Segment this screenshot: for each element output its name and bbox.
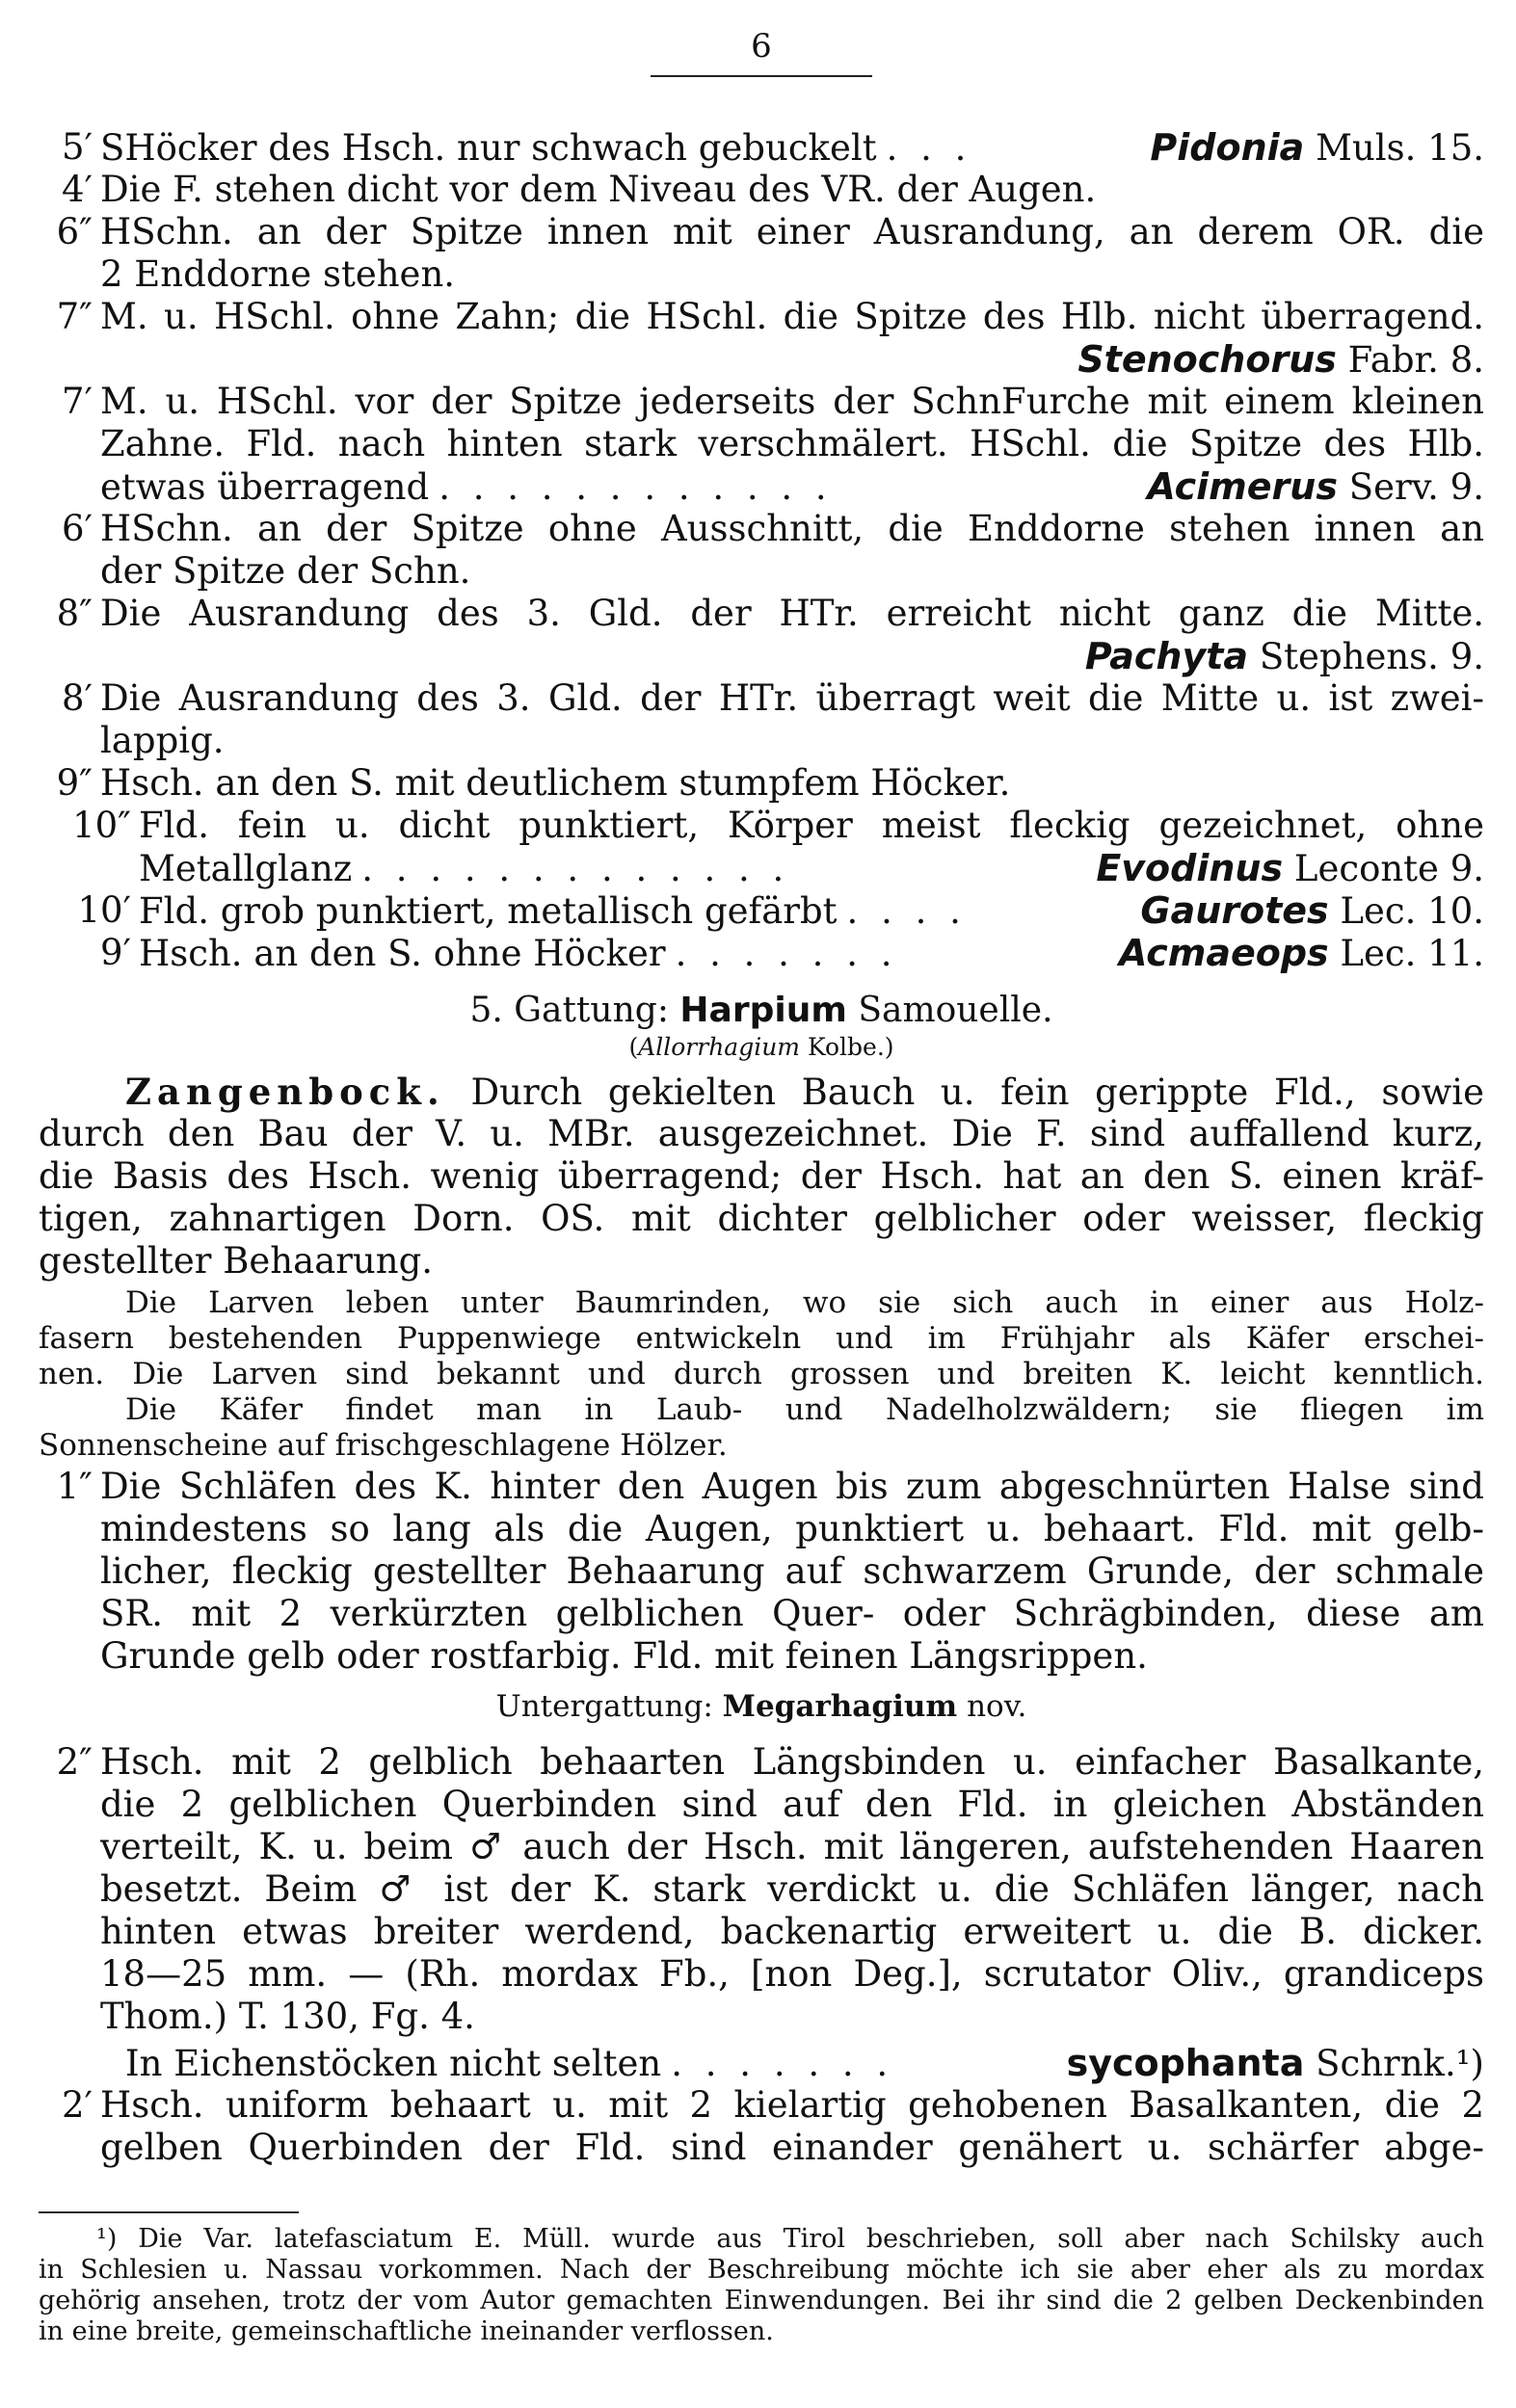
key-line: 10″ Fld. fein u. dicht punktiert, Körper meist fleckig gezeichnet, ohne [72, 805, 1484, 846]
key-line: gelben Querbinden der Fld. sind einander genähert u. schärfer abge- [100, 2127, 1484, 2168]
page: 6 5′ SHöcker des Hsch. nur schwach gebuckelt . . . Pidonia Muls. 15. 4′ Die F. stehen dicht vor dem Niveau des VR. der Augen. 6″ HSchn. an der Spitze innen mit einer Ausrandung, an derem OR. die 2 Enddorne stehen. 7″ M. u. HSchl. ohne Zahn; die HSchl. die Spitze des Hlb. nicht überragend. Stenochorus Fabr. 8. 7′ M. u. HSchl. vor der Spitze jederseits der SchnFurche mit einem kleinen Zahne. Fld. nach hinten stark verschmälert. HSchl. die Spitze des Hlb. etwas überragend . . . . . . . . . . . . Acimerus Serv. 9. 6′ HSchn. an der Spitze ohne Ausschnitt, die Enddorne stehen innen an der Spitze der Schn. 8″ Die Ausrandung des 3. Gld. der HTr. erreicht nicht ganz die Mitte. Pachyta Stephens. 9. 8′ Die Ausrandung des 3. Gld. der HTr. überragt weit die Mitte u. ist zwei- lappig. 9″ Hsch. an den S. mit deutlichem stumpfem Höcker. 10″ Fld. fein u. dicht punktiert, Körper meist fleckig gezeichnet, ohne Metallglanz . . . . . . . . . . . . . Evodinus Leconte 9. 10′ Fld. grob punktiert, metallisch gefärbt . . . . Gaurotes Lec. 10. 9′ Hsch. an den S. ohne Höcker . . . . . . . Acmaeops Lec. 11. 5. Gattung: Harpium Samouelle. (Allorrhagium Kolbe.) Zangenbock. Durch gekielten Bauch u. fein gerippte Fld., sowie durch den Bau der V. u. MBr. ausgezeichnet. Die F. sind auffallend kurz, die Basis des Hsch. wenig überragend; der Hsch. hat an den S. einen kräf- tigen, zahnartigen Dorn. OS. mit dichter gelblicher oder weisser, fleckig gestellter Behaarung. Die Larven leben unter Baumrinden, wo sie sich auch in einer aus Holz- fasern bestehenden Puppenwiege entwickeln und im Frühjahr als Käfer erschei- nen. Die Larven sind bekannt und durch grossen und breiten K. leicht kenntlich. Die Käfer findet man in Laub- und Nadelholzwäldern; sie fliegen im Sonnenscheine auf frischgeschlagene Hölzer. 1″ Die Schläfen des K. hinter den Augen bis zum abgeschnürten Halse sind mindestens so lang als die Augen, punktiert u. behaart. Fld. mit gelb- licher, fleckig gestellter Behaarung auf schwarzem Grunde, der schmale SR. mit 2 verkürzten gelblichen Quer- oder Schrägbinden, diese am Grunde gelb oder rostfarbig. Fld. mit feinen Längsrippen. Untergattung: Megarhagium nov. 2″ Hsch. mit 2 gelblich behaarten Längsbinden u. einfacher Basalkante, die 2 gelblichen Querbinden sind auf den Fld. in gleichen Abständen verteilt, K. u. beim ♂ auch der Hsch. mit längeren, aufstehenden Haaren besetzt. Beim ♂ ist der K. stark verdickt u. die Schläfen länger, nach hinten etwas breiter werdend, backenartig erweitert u. die B. dicker. 18—25 mm. — (Rh. mordax Fb., [non Deg.], scrutator Oliv., grandiceps Thom.) T. 130, Fg. 4. In Eichenstöcken nicht selten . . . . . . . sycophanta Schrnk.¹) 2′ Hsch. uniform behaart u. mit 2 kielartig gehobenen Basalkanten, die 2 gelben Querbinden der Fld. sind einander genähert u. schärfer abge- ¹) Die Var. latefasciatum E. Müll. wurde aus Tirol beschrieben, soll aber nach Schilsky auch in Schlesien u. Nassau vorkommen. Nach der Beschreibung möchte ich sie aber eher als zu mordax gehörig ansehen, trotz der vom Autor gemachten Einwendungen. Bei ihr sind die 2 gelben Deckenbinden in eine breite, gemeinschaftliche ineinander verflossen. [39, 27, 1484, 2346]
description-line: Zangenbock. Durch gekielten Bauch u. fein gerippte Fld., sowie [125, 1071, 1484, 1113]
key-line: die 2 gelblichen Querbinden sind auf den Fld. in gleichen Abständen [100, 1784, 1484, 1825]
genus-heading: 5. Gattung: Harpium Samouelle. [469, 991, 1053, 1030]
key-line: 8″ Die Ausrandung des 3. Gld. der HTr. erreicht nicht ganz die Mitte. [56, 593, 1484, 634]
key-line: 2″ Hsch. mit 2 gelblich behaarten Längsbinden u. einfacher Basalkante, [56, 1741, 1484, 1783]
key-line: Zahne. Fld. nach hinten stark verschmälert. HSchl. die Spitze des Hlb. [100, 423, 1484, 464]
description-line: die Basis des Hsch. wenig überragend; der Hsch. hat an den S. einen kräf- [39, 1155, 1484, 1197]
key-line: 8′ Die Ausrandung des 3. Gld. der HTr. überragt weit die Mitte u. ist zwei- [62, 677, 1484, 719]
key-line: 18—25 mm. — (Rh. mordax Fb., [non Deg.], scrutator Oliv., grandiceps [100, 1953, 1484, 1995]
key-line: 7″ M. u. HSchl. ohne Zahn; die HSchl. die Spitze des Hlb. nicht überragend. [56, 296, 1484, 337]
key-line: 7′ M. u. HSchl. vor der Spitze jederseits der SchnFurche mit einem kleinen [62, 381, 1484, 422]
footnote-rule [39, 2211, 299, 2213]
species-line: In Eichenstöcken nicht selten . . . . . . . sycophanta Schrnk.¹) [125, 2042, 1484, 2084]
key-line: 4′ Die F. stehen dicht vor dem Niveau des VR. der Augen. [62, 169, 1097, 210]
key-line: 10′ Fld. grob punktiert, metallisch gefärbt . . . . Gaurotes Lec. 10. [77, 889, 1484, 932]
key-line: 6′ HSchn. an der Spitze ohne Ausschnitt, die Enddorne stehen innen an [62, 508, 1484, 549]
key-line: Thom.) T. 130, Fg. 4. [100, 1996, 475, 2037]
key-line: Pachyta Stephens. 9. [1084, 635, 1484, 677]
key-line: 2′ Hsch. uniform behaart u. mit 2 kielartig gehobenen Basalkanten, die 2 [62, 2084, 1484, 2126]
key-line: verteilt, K. u. beim ♂ auch der Hsch. mit längeren, aufstehenden Haaren [100, 1826, 1484, 1867]
key-line: 6″ HSchn. an der Spitze innen mit einer Ausrandung, an derem OR. die [56, 211, 1484, 252]
key-line: 9′ Hsch. an den S. ohne Höcker . . . . . . . Acmaeops Lec. 11. [100, 932, 1484, 974]
key-line: 2 Enddorne stehen. [100, 253, 456, 295]
key-line: 1″ Die Schläfen des K. hinter den Augen bis zum abgeschnürten Halse sind [56, 1466, 1484, 1507]
key-line: etwas überragend . . . . . . . . . . . . Acimerus Serv. 9. [100, 465, 1484, 508]
description-line: tigen, zahnartigen Dorn. OS. mit dichter gelblicher oder weisser, fleckig [39, 1198, 1484, 1239]
key-line: licher, fleckig gestellter Behaarung auf schwarzem Grunde, der schmale [100, 1550, 1484, 1592]
header-rule [651, 75, 872, 77]
key-line: Metallglanz . . . . . . . . . . . . . Evodinus Leconte 9. [139, 847, 1484, 889]
key-line: Grunde gelb oder rostfarbig. Fld. mit feinen Längsrippen. [100, 1635, 1148, 1677]
description-line: durch den Bau der V. u. MBr. ausgezeichnet. Die F. sind auffallend kurz, [39, 1113, 1484, 1154]
key-line: mindestens so lang als die Augen, punktiert u. behaart. Fld. mit gelb- [100, 1508, 1484, 1549]
key-line: besetzt. Beim ♂ ist der K. stark verdickt u. die Schläfen länger, nach [100, 1868, 1484, 1910]
description-line: gestellter Behaarung. [39, 1240, 434, 1282]
key-line: SR. mit 2 verkürzten gelblichen Quer- oder Schrägbinden, diese am [100, 1593, 1484, 1634]
key-line: 9″ Hsch. an den S. mit deutlichem stumpfem Höcker. [56, 762, 1011, 804]
key-line: der Spitze der Schn. [100, 550, 471, 592]
key-line: 5′ SHöcker des Hsch. nur schwach gebuckelt . . . Pidonia Muls. 15. [62, 126, 1484, 169]
genus-synonym: (Allorrhagium Kolbe.) [628, 1033, 894, 1061]
page-number: 6 [751, 27, 772, 66]
subgenus-heading: Untergattung: Megarhagium nov. [495, 1689, 1027, 1724]
key-line: lappig. [100, 720, 225, 761]
key-line: hinten etwas breiter werdend, backenartig erweitert u. die B. dicker. [100, 1911, 1484, 1952]
key-line: Stenochorus Fabr. 8. [1077, 338, 1484, 381]
